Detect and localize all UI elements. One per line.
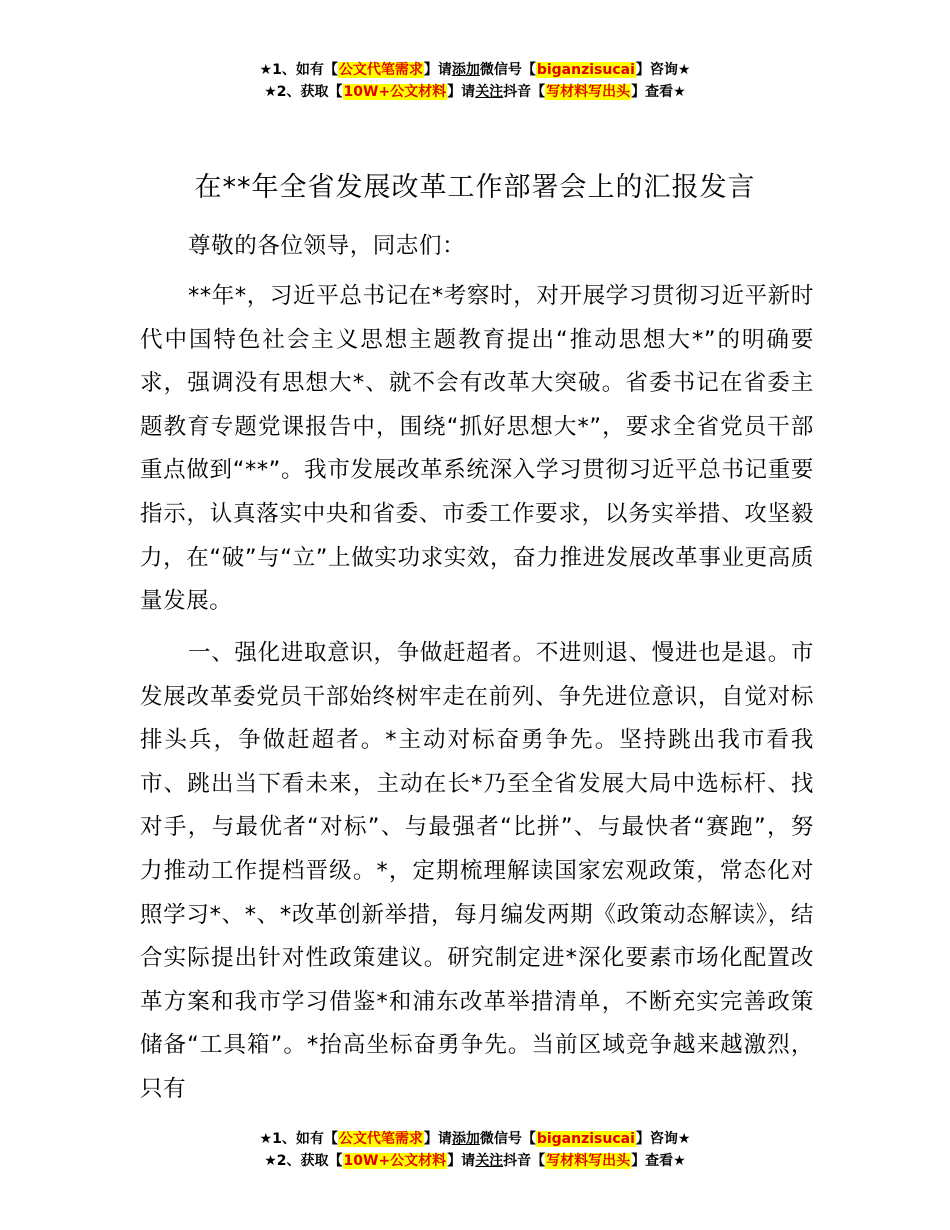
banner-line-2 xyxy=(0,81,950,103)
banner-text: 抖音【 xyxy=(503,84,546,100)
paragraph-block-1 xyxy=(140,275,814,624)
banner-line-1 xyxy=(0,59,950,81)
banner-emphasis: 关注 xyxy=(475,1153,504,1169)
greeting-block xyxy=(140,225,814,269)
banner-emphasis: 添加 xyxy=(451,1131,480,1147)
banner-text: 】请 xyxy=(447,84,476,100)
highlight-service: 公文代笔需求 xyxy=(338,62,423,78)
highlight-materials: 10W+公文材料 xyxy=(343,1153,447,1169)
banner-text: 】咨询★ xyxy=(635,62,691,78)
banner-text: 】请 xyxy=(447,1153,476,1169)
banner-text: 抖音【 xyxy=(503,1153,546,1169)
highlight-wechat-id: biganzisucai xyxy=(536,1131,635,1147)
highlight-douyin: 写材料写出头 xyxy=(546,1153,631,1169)
banner-text: 】查看★ xyxy=(631,1153,686,1169)
highlight-service: 公文代笔需求 xyxy=(338,1131,423,1147)
banner-text: 】请 xyxy=(423,1131,452,1147)
banner-text: 微信号【 xyxy=(479,1131,536,1147)
highlight-douyin: 写材料写出头 xyxy=(546,84,631,100)
banner-line-1 xyxy=(0,1128,950,1150)
banner-text: ★2、获取【 xyxy=(264,84,343,100)
banner-text: 】查看★ xyxy=(631,84,686,100)
document-title: 在**年全省发展改革工作部署会上的汇报发言 xyxy=(194,172,756,203)
banner-emphasis: 关注 xyxy=(475,84,504,100)
banner-text: 微信号【 xyxy=(479,62,536,78)
highlight-materials: 10W+公文材料 xyxy=(343,84,447,100)
paragraph: **年*，习近平总书记在*考察时，对开展学习贯彻习近平新时代中国特色社会主义思想主题教育提出“推动思想大*”的明确要求，强调没有思想大*、就不会有改革大突破。省委书记在省委主题教育专题党课报告中，围绕“抓好思想大*”，要求全省党员干部重点做到“**”。我市发展改革系统深入学习贯彻习近平总书记重要指示，认真落实中央和省委、市委工作要求，以务实举措、攻坚毅力，在“破”与“立”上做实功求实效，奋力推进发展改革事业更高质量发展。 xyxy=(140,283,814,615)
banner-text: 】请 xyxy=(423,62,452,78)
greeting: 尊敬的各位领导，同志们： xyxy=(188,233,466,259)
banner-emphasis: 添加 xyxy=(451,62,480,78)
header-banner xyxy=(0,59,950,103)
paragraph-block-2 xyxy=(140,632,814,1112)
banner-text: ★2、获取【 xyxy=(264,1153,343,1169)
banner-line-2 xyxy=(0,1150,950,1172)
banner-text: ★1、如有【 xyxy=(259,1131,338,1147)
footer-banner xyxy=(0,1128,950,1172)
banner-text: ★1、如有【 xyxy=(259,62,338,78)
highlight-wechat-id: biganzisucai xyxy=(536,62,635,78)
paragraph: 一、强化进取意识，争做赶超者。不进则退、慢进也是退。市发展改革委党员干部始终树牢走在前列、争先进位意识，自觉对标排头兵，争做赶超者。*主动对标奋勇争先。坚持跳出我市看我市、跳出当下看未来，主动在长*乃至全省发展大局中选标杆、找对手，与最优者“对标”、与最强者“比拼”、与最快者“赛跑”，努力推动工作提档晋级。*，定期梳理解读国家宏观政策，常态化对照学习*、*、*改革创新举措，每月编发两期《政策动态解读》，结合实际提出针对性政策建议。研究制定进*深化要素市场化配置改革方案和我市学习借鉴*和浦东改革举措清单，不断充实完善政策储备“工具箱”。*抬高坐标奋勇争先。当前区域竞争越来越激烈，只有 xyxy=(140,640,814,1102)
banner-text: 】咨询★ xyxy=(635,1131,691,1147)
